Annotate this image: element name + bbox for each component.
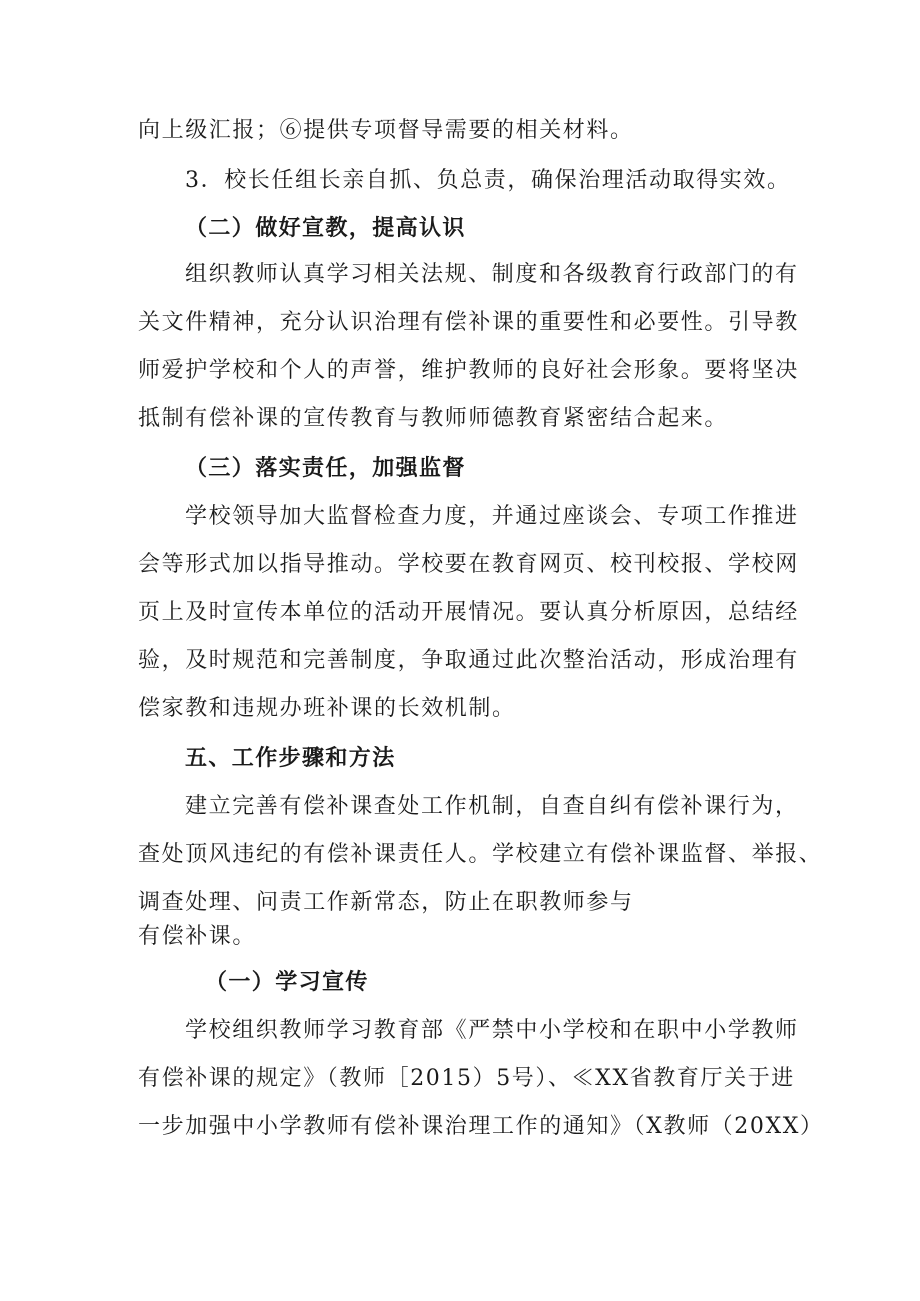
paragraph-line: 向上级汇报；⑥提供专项督导需要的相关材料。 xyxy=(138,118,634,143)
paragraph-line: 页上及时宣传本单位的活动开展情况。要认真分析原因，总结经 xyxy=(138,600,799,625)
paragraph-line: 验，及时规范和完善制度，争取通过此次整治活动，形成治理有 xyxy=(138,648,799,673)
paragraph-line: 一步加强中小学教师有偿补课治理工作的通知》（X教师（20XX） xyxy=(138,1114,824,1139)
paragraph-line: 有偿补课的规定》（教师［2015）5号）、≪XX省教育厅关于进 xyxy=(138,1066,795,1091)
paragraph-line: 组织教师认真学习相关法规、制度和各级教育行政部门的有 xyxy=(185,262,799,287)
paragraph-line: 偿家教和违规办班补课的长效机制。 xyxy=(138,696,516,721)
paragraph-line: 查处顶风违纪的有偿补课责任人。学校建立有偿补课监督、举报、 xyxy=(138,842,823,867)
list-item-3: 3．校长任组长亲自抓、负总责，确保治理活动取得实效。 xyxy=(185,168,791,193)
paragraph-line: 学校组织教师学习教育部《严禁中小学校和在职中小学教师 xyxy=(185,1018,799,1043)
paragraph-line: 学校领导加大监督检查力度，并通过座谈会、专项工作推进 xyxy=(185,504,799,529)
section-heading-2: （二）做好宣教，提高认识 xyxy=(185,216,466,241)
paragraph-line: 师爱护学校和个人的声誉，维护教师的良好社会形象。要将坚决 xyxy=(138,358,799,383)
chapter-heading-5: 五、工作步骤和方法 xyxy=(185,746,396,771)
section-heading-3: （三）落实责任，加强监督 xyxy=(185,456,466,481)
paragraph-line: 抵制有偿补课的宣传教育与教师师德教育紧密结合起来。 xyxy=(138,406,729,431)
paragraph-line: 会等形式加以指导推动。学校要在教育网页、校刊校报、学校网 xyxy=(138,552,799,577)
paragraph-line: 建立完善有偿补课查处工作机制，自查自纠有偿补课行为， xyxy=(185,794,799,819)
paragraph-line: 有偿补课。 xyxy=(138,924,257,949)
paragraph-line: 调查处理、问责工作新常态，防止在职教师参与 xyxy=(138,890,634,915)
paragraph-line: 关文件精神，充分认识治理有偿补课的重要性和必要性。引导教 xyxy=(138,310,799,335)
section-heading-1: （一）学习宣传 xyxy=(205,970,369,995)
